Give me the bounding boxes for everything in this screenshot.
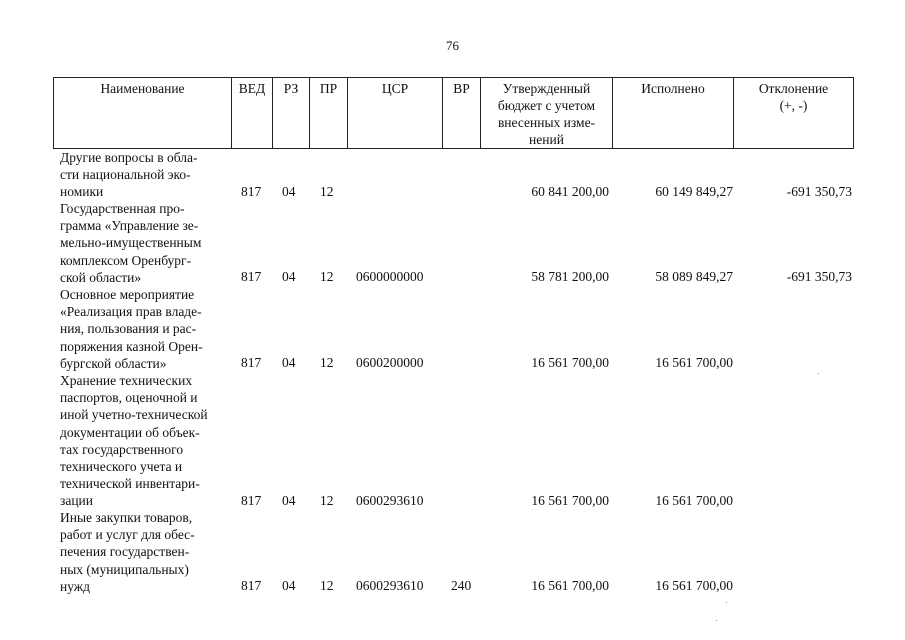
scan-speck: [716, 620, 717, 621]
column-header-rz: РЗ: [273, 78, 310, 149]
scan-speck: [726, 602, 727, 603]
row-csr: 0600293610: [356, 578, 424, 593]
row-deviation: -691 350,73: [786, 269, 852, 284]
row-executed: 60 149 849,27: [655, 184, 733, 199]
page-number: 76: [446, 38, 459, 53]
row-ved: 817: [241, 355, 262, 370]
column-header-deviation: Отклонение (+, -): [734, 78, 854, 149]
column-header-ved: ВЕД: [232, 78, 273, 149]
row-rz: 04: [282, 184, 296, 199]
row-pr: 12: [320, 184, 334, 199]
row-name: Государственная про- грамма «Управление зе- мельно-имущественным комплексом Оренбург- ской области»: [60, 201, 202, 285]
row-ved: 817: [241, 184, 262, 199]
row-executed: 58 089 849,27: [655, 269, 733, 284]
column-header-vr: ВР: [443, 78, 481, 149]
row-pr: 12: [320, 493, 334, 508]
row-csr: 0600293610: [356, 493, 424, 508]
row-ved: 817: [241, 269, 262, 284]
row-name: Основное мероприятие «Реализация прав владе- ния, пользования и рас- поряжения казной Орен- бургской области»: [60, 287, 203, 371]
row-rz: 04: [282, 578, 296, 593]
row-executed: 16 561 700,00: [655, 355, 733, 370]
row-ved: 817: [241, 493, 262, 508]
row-name: Иные закупки товаров, работ и услуг для обес- печения государствен- ных (муниципальных) нужд: [60, 510, 195, 594]
row-approved: 16 561 700,00: [531, 355, 609, 370]
row-csr: 0600000000: [356, 269, 424, 284]
row-rz: 04: [282, 355, 296, 370]
row-executed: 16 561 700,00: [655, 493, 733, 508]
column-header-approved: Утвержденный бюджет с учетом внесенных изме- нений: [481, 78, 613, 149]
column-header-name: Наименование: [54, 78, 232, 149]
row-approved: 16 561 700,00: [531, 493, 609, 508]
scan-speck: [818, 373, 819, 374]
row-csr: 0600200000: [356, 355, 424, 370]
column-header-csr: ЦСР: [348, 78, 443, 149]
row-name: Хранение технических паспортов, оценочной и иной учетно-технической документации об объек- тах государственного технического учета и технической инвентари- зации: [60, 373, 208, 509]
row-pr: 12: [320, 578, 334, 593]
column-header-pr: ПР: [310, 78, 348, 149]
row-name: Другие вопросы в обла- сти национальной эко- номики: [60, 150, 198, 200]
row-approved: 60 841 200,00: [531, 184, 609, 199]
row-ved: 817: [241, 578, 262, 593]
column-header-executed: Исполнено: [613, 78, 734, 149]
row-rz: 04: [282, 493, 296, 508]
row-vr: 240: [451, 578, 472, 593]
row-rz: 04: [282, 269, 296, 284]
row-approved: 16 561 700,00: [531, 578, 609, 593]
row-pr: 12: [320, 269, 334, 284]
row-deviation: -691 350,73: [786, 184, 852, 199]
row-pr: 12: [320, 355, 334, 370]
row-approved: 58 781 200,00: [531, 269, 609, 284]
row-executed: 16 561 700,00: [655, 578, 733, 593]
